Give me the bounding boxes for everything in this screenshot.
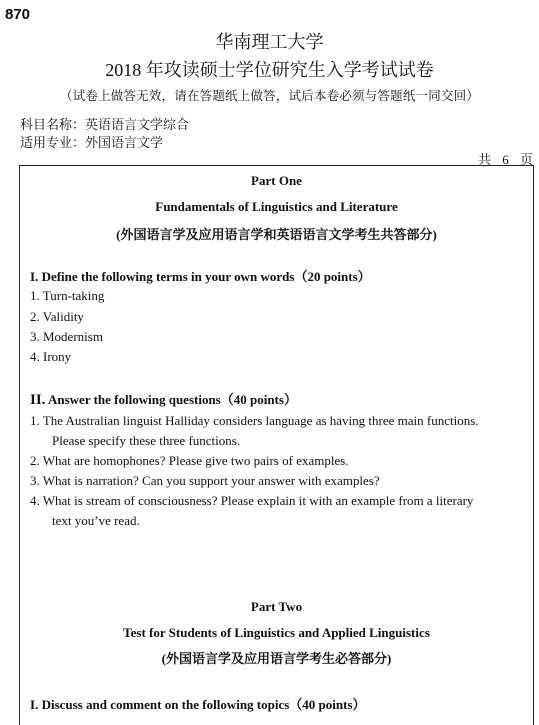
page-count: 共 6 页	[477, 152, 533, 167]
part-one-subtitle: Fundamentals of Linguistics and Literature	[155, 199, 398, 214]
list-item: 2. What are homophones? Please give two pairs of examples.	[30, 453, 349, 468]
part-one-title: Part One	[251, 173, 302, 188]
section-heading	[30, 694, 366, 713]
exam-notice: （试卷上做答无效，请在答题纸上做答，试后本卷必须与答题纸一同交回）	[59, 89, 480, 103]
section-heading	[30, 266, 371, 285]
section-heading	[30, 389, 297, 409]
list-item: 1. Turn-taking	[30, 288, 105, 303]
university-name: 华南理工大学	[215, 32, 324, 52]
section-heading-text: Discuss and comment on the following topics（40 points）	[41, 697, 366, 712]
list-item-continuation: Please specify these three functions.	[52, 433, 241, 448]
exam-title: 2018 年攻读硕士学位研究生入学考试试卷	[105, 60, 434, 80]
section-numeral: II.	[30, 392, 46, 408]
section-heading-text: Answer the following questions（40 points）	[47, 392, 297, 407]
section-heading-text: Define the following terms in your own words（20 points）	[41, 269, 371, 284]
list-item: 2. Validity	[30, 309, 84, 324]
list-item: 3. What is narration? Can you support your answer with examples?	[30, 473, 380, 488]
part-two-audience: (外国语言学及应用语言学考生必答部分)	[161, 651, 392, 666]
subject-name: 科目名称：英语语言文学综合	[20, 117, 190, 132]
applicable-major: 适用专业：外国语言文学	[20, 135, 164, 150]
part-two-title: Part Two	[250, 599, 303, 614]
section-numeral: I.	[30, 697, 39, 712]
part-one-audience: (外国语言学及应用语言学和英语语言文学考生共答部分)	[116, 227, 437, 242]
list-item: 3. Modernism	[30, 329, 103, 344]
list-item: 4. What is stream of consciousness? Please explain it with an example from a literary	[30, 493, 474, 508]
exam-code: 870	[5, 6, 31, 23]
list-item: 4. Irony	[30, 349, 72, 364]
list-item: 1. The Australian linguist Halliday considers language as having three main functions.	[30, 413, 479, 428]
list-item-continuation: text you’ve read.	[52, 513, 140, 528]
section-numeral: I.	[30, 269, 39, 284]
part-two-subtitle: Test for Students of Linguistics and Applied Linguistics	[123, 625, 430, 640]
exam-content-box	[19, 165, 534, 725]
